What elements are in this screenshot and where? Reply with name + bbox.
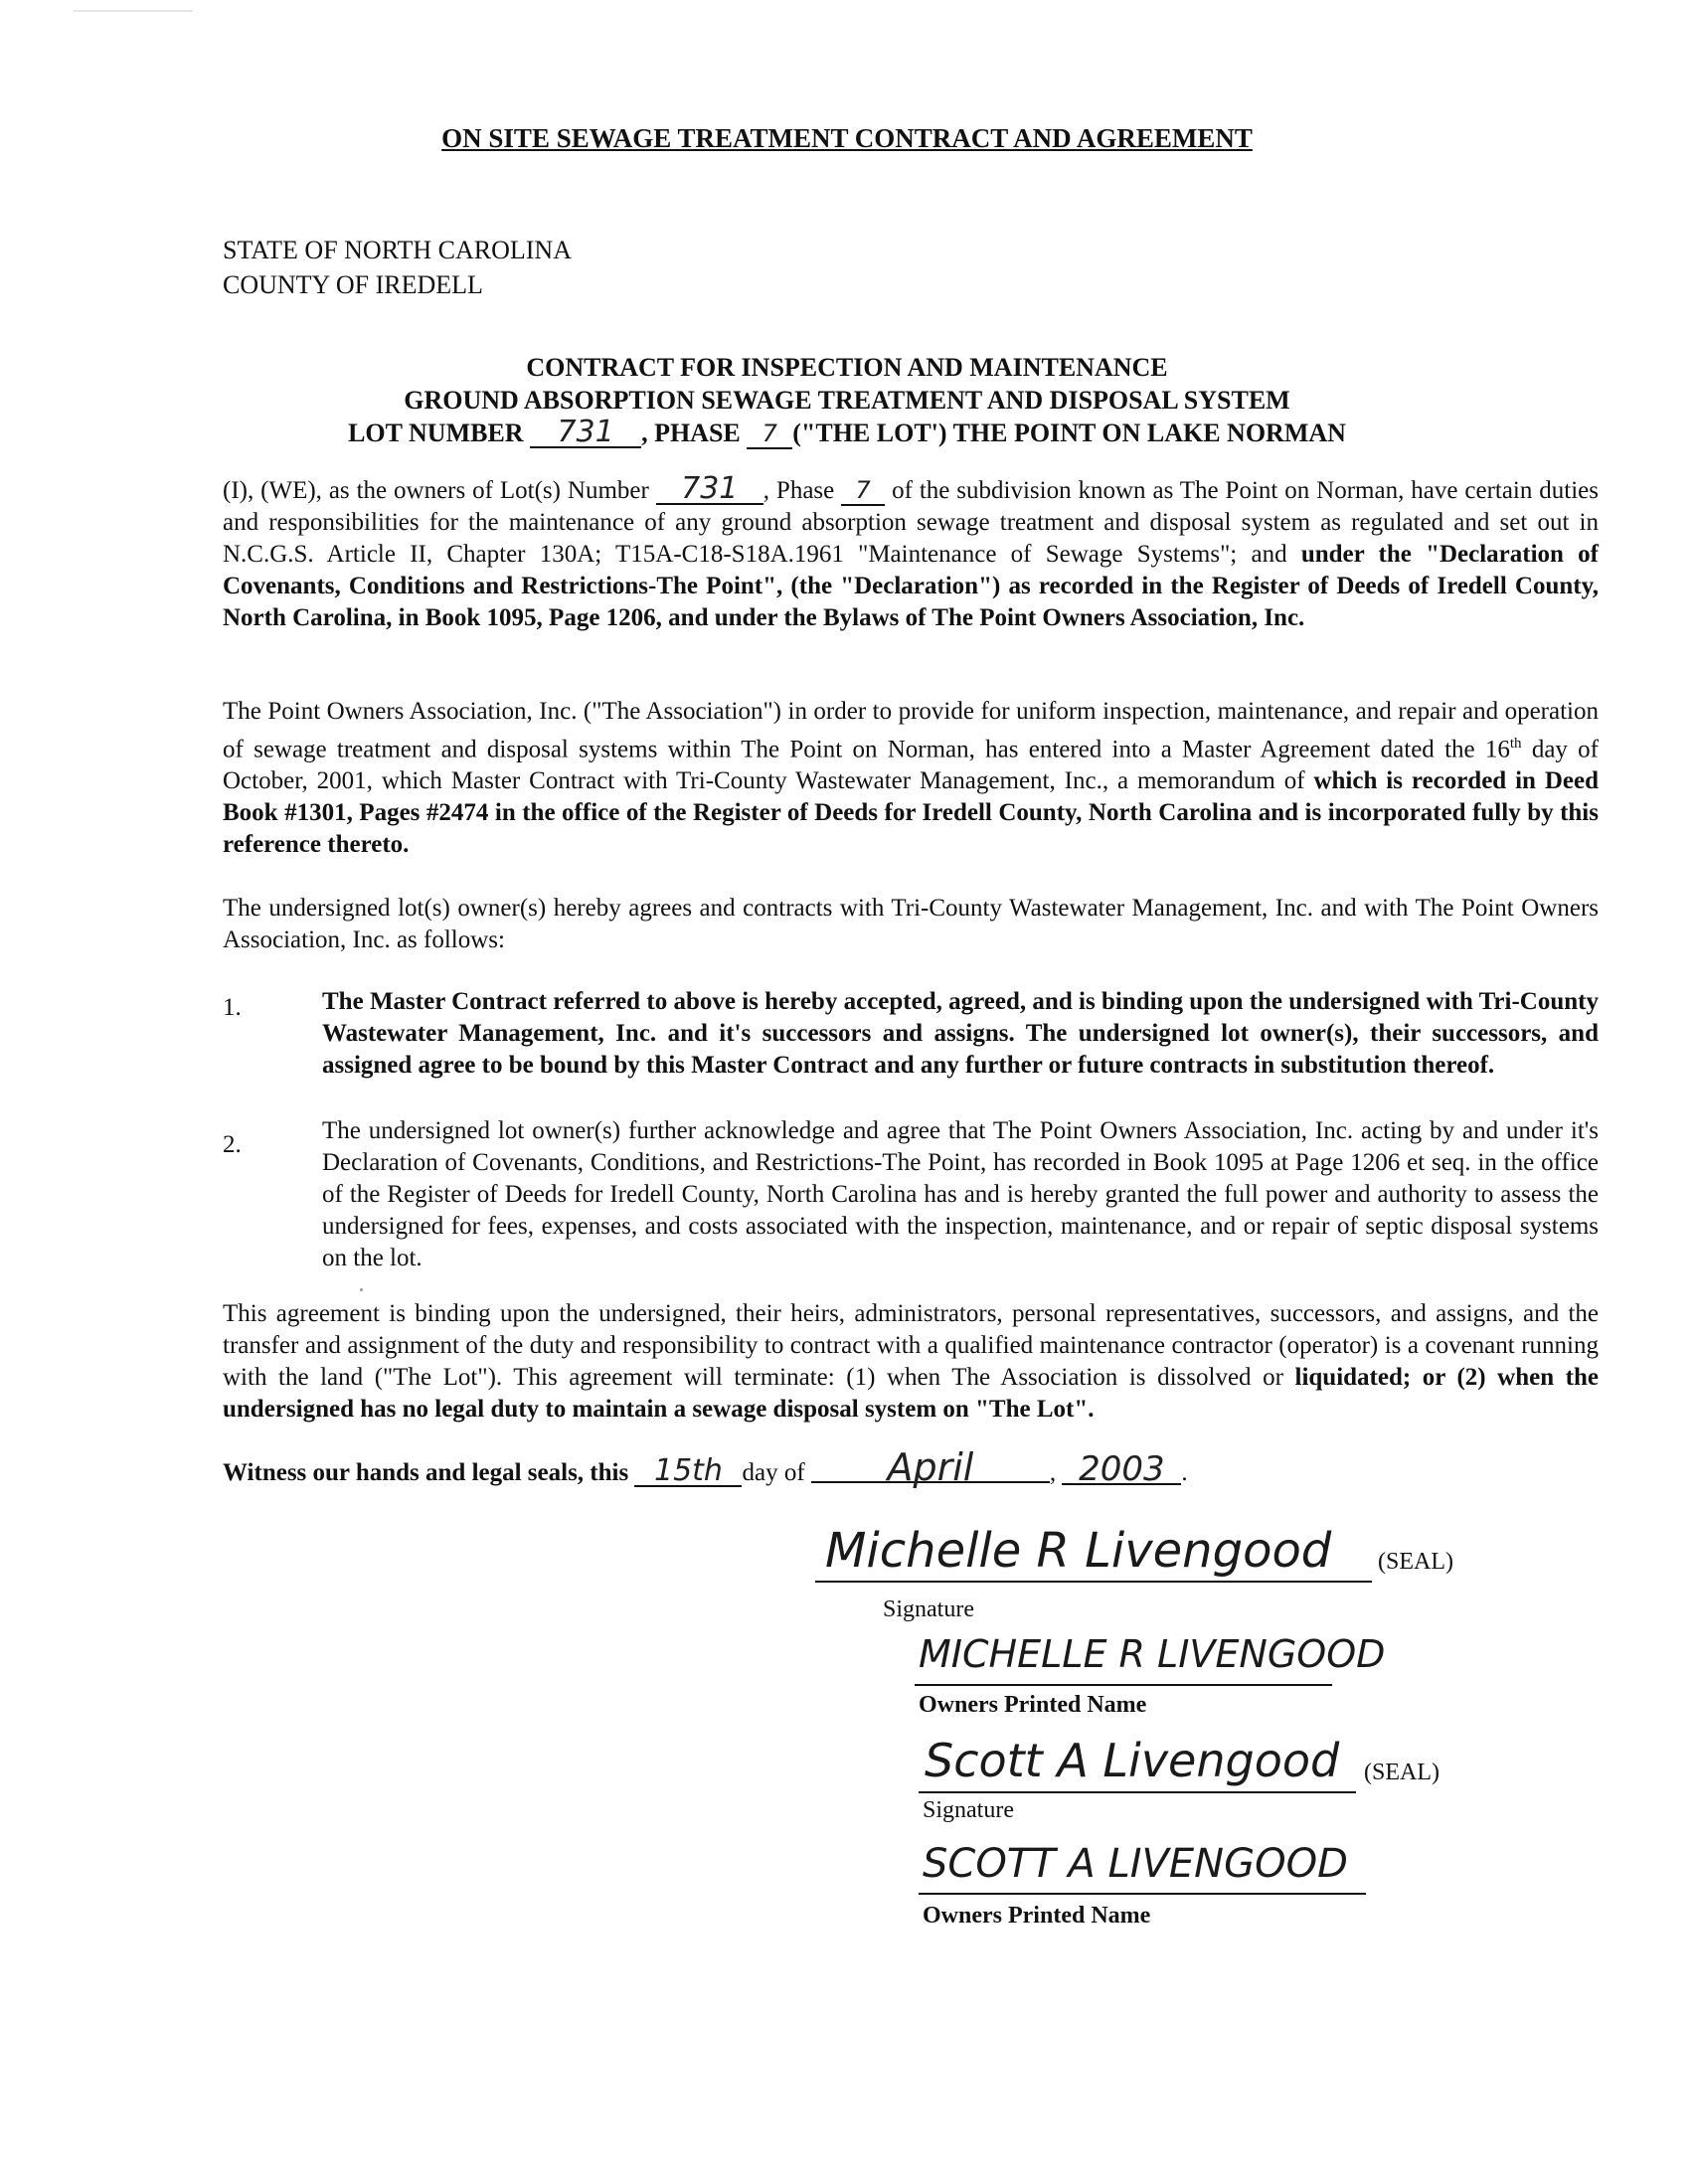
witness-day-of: day of: [742, 1459, 805, 1486]
signature-block-1: [815, 1519, 1453, 1589]
agreement-intro: The undersigned lot(s) owner(s) hereby agrees and contracts with Tri-County Wastewater Management, Inc. and with The Point Owners Association, Inc. as follows:: [223, 895, 1599, 953]
printed-name-block-2: [919, 1837, 1416, 1897]
handwritten-signature-1: Michelle R Livengood: [825, 1523, 1332, 1579]
printed-name-caption-1: Owners Printed Name: [919, 1692, 1147, 1718]
seal-label-1: (SEAL): [1378, 1549, 1453, 1575]
item-text-2: [322, 1115, 1599, 1274]
handwritten-printed-name-2: SCOTT A LIVENGOOD: [923, 1841, 1348, 1887]
county-line: COUNTY OF IREDELL: [223, 270, 483, 299]
printed-name-block-1: [915, 1628, 1412, 1688]
item-text-2-body: The undersigned lot owner(s) further acknowledge and agree that The Point Owners Association, Inc. acting by and under it's Declaration of Covenants, Conditions, and Restrictions-The Point, has recorded in Book 1095 at Page 1206 et seq. in the office of the Register of Deeds for Iredell County, North Carolina has and is hereby granted the full power and authority to assess the undersigned for fees, expenses, and costs associated with the inspection, maintenance, and or repair of septic disposal systems on the lot.: [322, 1117, 1599, 1271]
owners-paragraph: [223, 471, 1600, 634]
lot-number-field: 731: [530, 419, 641, 448]
witness-month-field: April: [811, 1453, 1050, 1483]
association-paragraph-body: day of October, 2001, which Master Contract with Tri-County Wastewater Management, Inc., a memorandum of: [223, 736, 1599, 795]
ordinal-suffix: th: [1509, 736, 1522, 752]
termination-paragraph-conditions: liquidated; or (2) when the undersigned has no legal duty to maintain a sewage disposal system on "The Lot".: [223, 1364, 1600, 1423]
witness-label: Witness our hands and legal seals, this: [223, 1459, 629, 1486]
handwritten-printed-name-1: MICHELLE R LIVENGOOD: [919, 1632, 1386, 1676]
scan-artifact: [74, 10, 193, 12]
owners-phase-field: 7: [841, 476, 885, 506]
signature-line-1: [815, 1581, 1372, 1583]
termination-paragraph-body: This agreement is binding upon the undersigned, their heirs, administrators, personal representatives, successors, and assigns, and the transfer and assignment of the duty and responsibility to contract with a qualified maintenance contractor (operator) is a covenant running with the land ("The Lot"). This agreement will terminate: (1) when The Association is dissolved or: [223, 1300, 1599, 1391]
witness-period: .: [1181, 1459, 1188, 1486]
printed-name-line-2: [919, 1893, 1366, 1895]
signature-line-2: [919, 1791, 1356, 1793]
owners-paragraph-declaration: under the "Declaration of Covenants, Conditions and Restrictions-The Point", (the "Declaration") as recorded in the Register of Deeds of Iredell County, North Carolina, in Book 1095, Page 1206, and under the Bylaws of The Point Owners Association, Inc.: [223, 541, 1600, 631]
signature-block-2: [919, 1730, 1440, 1799]
witness-comma: ,: [1049, 1459, 1057, 1486]
item-number-2: 2.: [223, 1131, 242, 1158]
heading-line-2: GROUND ABSORPTION SEWAGE TREATMENT AND DISPOSAL SYSTEM: [404, 386, 1290, 415]
phase-field: 7: [747, 420, 792, 449]
item-text-1: The Master Contract referred to above is hereby accepted, agreed, and is binding upon the undersigned with Tri-County Wastewater Management, Inc. and it's successors and assigns. The undersigned lot owner(s), their successors, and assigned agree to be bound by this Master Contract and any further or future contracts in substitution thereof.: [322, 988, 1599, 1079]
witness-year-field: 2003: [1062, 1455, 1181, 1485]
phase-label: , PHASE: [641, 419, 741, 447]
signature-caption-1: Signature: [883, 1596, 974, 1622]
item-number-1: 1.: [223, 994, 242, 1021]
association-paragraph-lead: The Point Owners Association, Inc. ("The Association") in order to provide for uniform inspection, maintenance, and repair and operation of sewage treatment and disposal systems within The Point on Norman, has entered into a Master Agreement dated the 16: [223, 698, 1599, 763]
heading-suffix: ("THE LOT') THE POINT ON LAKE NORMAN: [792, 419, 1346, 447]
signature-caption-2: Signature: [923, 1797, 1014, 1823]
owners-paragraph-body: of the subdivision known as The Point on Norman, have certain duties and responsibilities for the maintenance of any ground absorption sewage treatment and disposal system as regulated and set out in N.C.G.S. Article II, Chapter 130A; T15A-C18-S18A.1961 "Maintenance of Sewage Systems"; and: [223, 477, 1600, 568]
document-title: ON SITE SEWAGE TREATMENT CONTRACT AND AGREEMENT: [441, 123, 1253, 153]
handwritten-signature-2: Scott A Livengood: [925, 1734, 1340, 1787]
seal-label-2: (SEAL): [1364, 1760, 1440, 1785]
witness-line: [223, 1445, 1188, 1489]
state-line: STATE OF NORTH CAROLINA: [223, 236, 572, 264]
owners-paragraph-lead: (I), (WE), as the owners of Lot(s) Number: [223, 477, 649, 504]
termination-paragraph: [223, 1298, 1599, 1426]
printed-name-line-1: [915, 1684, 1332, 1686]
lot-number-label: LOT NUMBER: [348, 419, 524, 447]
owners-phase-label: , Phase: [762, 477, 835, 504]
contract-heading: [0, 351, 1694, 449]
printed-name-caption-2: Owners Printed Name: [923, 1903, 1151, 1929]
scan-speck: [360, 1288, 363, 1291]
witness-day-field: 15th: [634, 1457, 742, 1487]
association-paragraph: [223, 696, 1599, 861]
association-paragraph-recording: which is recorded in Deed Book #1301, Pages #2474 in the office of the Register of Deeds for Iredell County, North Carolina and is incorporated fully by this reference thereto.: [223, 767, 1600, 859]
owners-lot-field: 731: [656, 475, 763, 505]
heading-line-1: CONTRACT FOR INSPECTION AND MAINTENANCE: [526, 353, 1168, 382]
venue-block: [223, 233, 572, 302]
heading-line-3: [0, 417, 1694, 449]
